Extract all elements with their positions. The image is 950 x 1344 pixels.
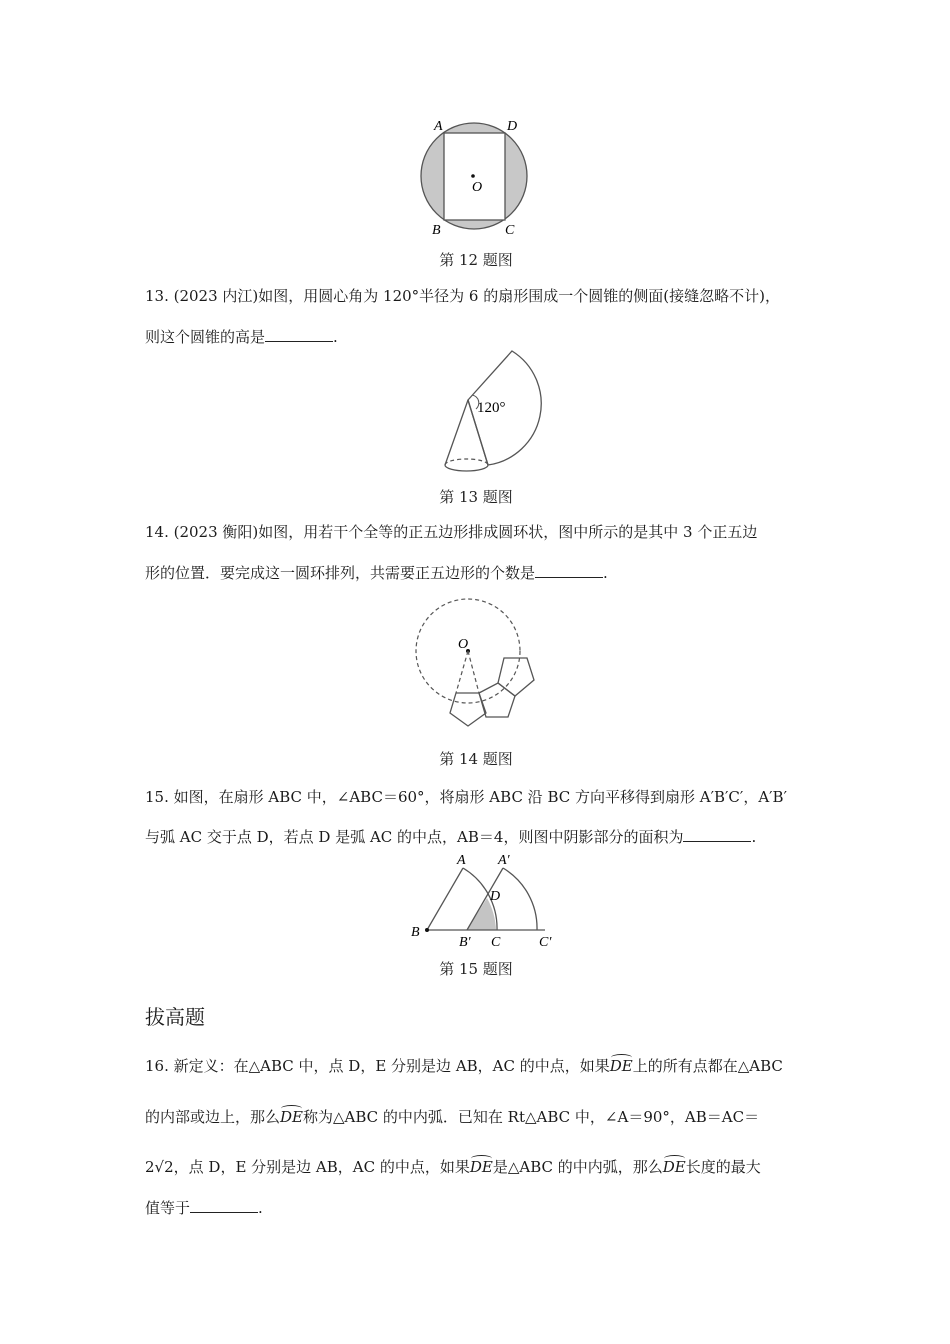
question-13-line1: 13. (2023 内江)如图，用圆心角为 120°半径为 6 的扇形围成一个圆锥的侧面(接缝忽略不计)， <box>145 287 780 305</box>
figure-13 <box>430 345 550 480</box>
label-A: A <box>457 853 466 868</box>
question-14-line2: 形的位置．要完成这一圆环排列，共需要正五边形的个数是 . <box>145 564 608 582</box>
question-16-line4: 值等于 . <box>145 1199 263 1217</box>
figure-14 <box>410 590 550 740</box>
label-A-prime: A′ <box>498 853 510 868</box>
answer-blank-16[interactable] <box>190 1198 258 1213</box>
figure-15 <box>405 848 570 953</box>
figure-14-caption: 第 14 题图 <box>439 750 513 768</box>
question-16-line3: 2√2，点 D，E 分别是边 AB，AC 的中点，如果DE是△ABC 的中内弧，那么DE长度的最大 <box>145 1158 761 1176</box>
label-B: B <box>411 925 420 940</box>
figure-13-caption: 第 13 题图 <box>439 488 513 506</box>
label-B: B <box>432 223 441 238</box>
figure-15-caption: 第 15 题图 <box>439 960 513 978</box>
arc-DE: DE <box>469 1158 493 1176</box>
question-16-line2: 的内部或边上，那么DE称为△ABC 的中内弧．已知在 Rt△ABC 中，∠A＝90°，AB＝AC＝ <box>145 1108 760 1126</box>
label-C-prime: C′ <box>539 935 552 950</box>
label-C: C <box>505 223 515 238</box>
label-C: C <box>491 935 501 950</box>
label-D: D <box>490 889 501 904</box>
arc-DE: DE <box>280 1108 303 1126</box>
label-B-prime: B′ <box>459 935 471 950</box>
figure-12-caption: 第 12 题图 <box>439 251 513 269</box>
section-title: 拔高题 <box>145 1005 205 1029</box>
question-14-line1: 14. (2023 衡阳)如图，用若干个全等的正五边形排成圆环状，图中所示的是其中 3 个正五边 <box>145 523 758 541</box>
label-A: A <box>434 119 443 134</box>
question-14-text: 形的位置．要完成这一圆环排列，共需要正五边形的个数是 <box>145 564 536 582</box>
answer-blank-13[interactable] <box>265 327 333 342</box>
question-13-line2: 则这个圆锥的高是 . <box>145 328 338 346</box>
label-O: O <box>472 180 483 195</box>
answer-blank-14[interactable] <box>535 563 603 578</box>
arc-DE: DE <box>662 1158 686 1176</box>
question-13-text: 则这个圆锥的高是 <box>145 328 266 346</box>
answer-blank-15[interactable] <box>683 827 751 842</box>
question-16-line1: 16. 新定义：在△ABC 中，点 D，E 分别是边 AB，AC 的中点，如果DE上的所有点都在△ABC <box>145 1057 783 1075</box>
question-15-text: 与弧 AC 交于点 D，若点 D 是弧 AC 的中点，AB＝4，则图中阴影部分的面积为 <box>145 828 684 846</box>
question-15-line2: 与弧 AC 交于点 D，若点 D 是弧 AC 的中点，AB＝4，则图中阴影部分的面积为 . <box>145 828 757 846</box>
figure-12 <box>410 110 550 240</box>
question-15-line1: 15. 如图，在扇形 ABC 中，∠ABC＝60°，将扇形 ABC 沿 BC 方向平移得到扇形 A′B′C′，A′B′ <box>145 788 787 806</box>
arc-DE: DE <box>609 1057 633 1075</box>
label-D: D <box>507 119 518 134</box>
angle-label: 120° <box>477 400 506 416</box>
label-O: O <box>458 637 469 652</box>
